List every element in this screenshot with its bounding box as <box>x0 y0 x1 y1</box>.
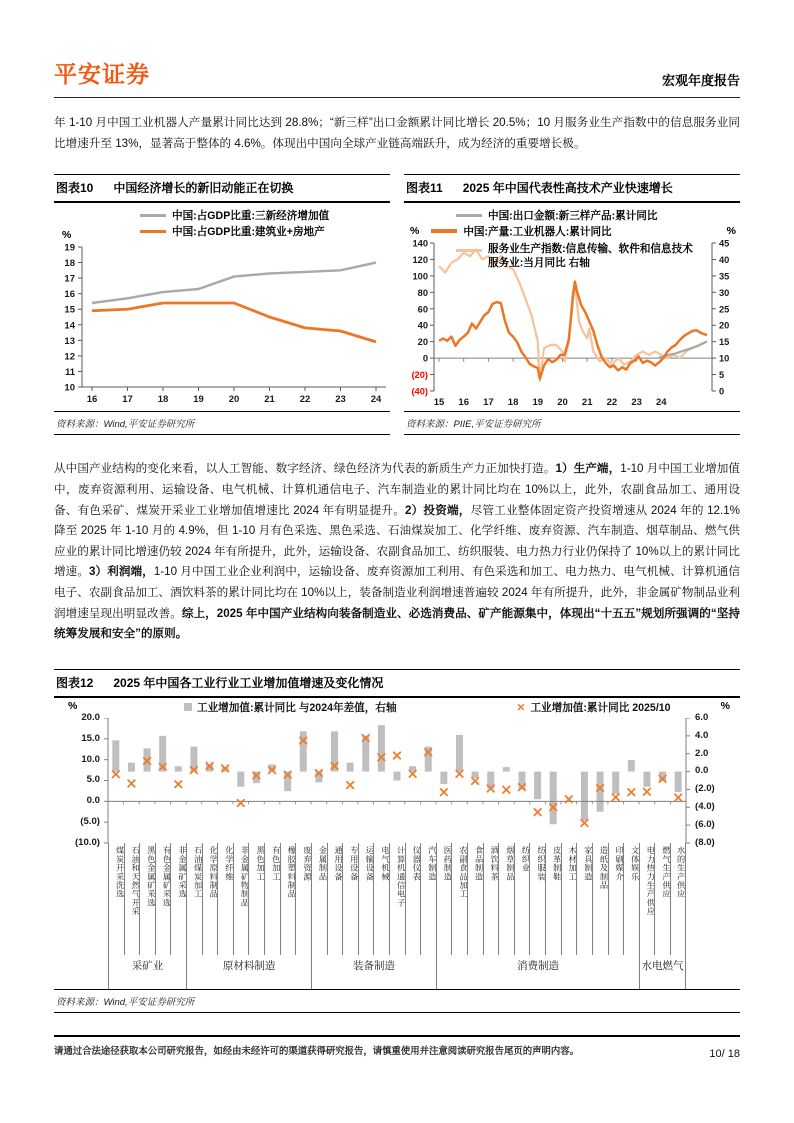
right-tick-label: 35 <box>719 271 730 282</box>
category-label: 运输设备 <box>358 843 374 955</box>
figure-12-left-axis <box>54 698 104 989</box>
legend-x-swatch: ✕ <box>516 701 526 714</box>
body-text: 尽管工业整体固定资产投资增速从 2024 年的 12.1%降至 2025 年 1-10 月的 4.9%，但 1-10 月有色采选、黑色采选、石油煤炭加工、化学纤维、废弃资源、汽车制造、烟草制品、燃气供应业的累计同比增速仍较 2024 年有所提升，此外，运输设备、农副食品加工、纺织服装、电力热力行业仍保持了 10%以上的累计同比增速。 <box>54 503 740 579</box>
legend-item: ✕ 工业增加值:累计同比 2025/10 <box>516 701 671 714</box>
x-tick-label: 22 <box>299 394 311 406</box>
body-text: 从中国产业结构的变化来看，以人工智能、数字经济、绿色经济为代表的新质生产力正加快打造。 <box>54 462 556 476</box>
category-label: 金属制品 <box>311 843 327 955</box>
right-tick-label: 15 <box>719 337 730 348</box>
left-tick-label: 20.0 <box>81 711 100 723</box>
y-tick-label: 18 <box>64 258 75 270</box>
report-type-label: 宏观年度报告 <box>661 73 740 88</box>
figure-10-source: 资料来源：Wind,平安证券研究所 <box>54 411 390 435</box>
bar <box>440 771 447 784</box>
legend-line-swatch <box>431 229 457 233</box>
group-label: 原材料制造 <box>186 955 311 989</box>
category-label: 水的生产供应 <box>670 843 686 955</box>
left-tick-label: (10.0) <box>74 836 100 848</box>
charts-row <box>54 174 740 435</box>
x-tick-label: 16 <box>86 394 98 406</box>
x-tick-label: 22 <box>606 397 618 409</box>
figure-12-title <box>54 669 740 698</box>
category-label: 非金属矿采选 <box>170 843 186 955</box>
emphasis-text: 综上，2025 年中国产业结构向装备制造业、必选消费品、矿产能源集中，体现出“十五五”规划所强调的“坚持统筹发展和安全”的原则。 <box>54 606 740 641</box>
bar <box>394 771 401 780</box>
category-label: 燃气生产供应 <box>654 843 670 955</box>
category-label: 医药制造 <box>436 843 452 955</box>
bar <box>128 763 135 772</box>
left-tick-label: 60 <box>417 304 428 315</box>
y-tick-label: 13 <box>64 336 75 348</box>
right-tick-label: (8.0) <box>695 836 715 848</box>
x-tick-label: 23 <box>335 394 346 406</box>
category-label: 皮革制鞋 <box>545 843 561 955</box>
figure-12 <box>54 669 740 1013</box>
y-tick-label: 15 <box>64 304 75 316</box>
group-label: 消费制造 <box>436 955 639 989</box>
pingan-securities-logo: 平安证券 <box>54 61 150 87</box>
bar <box>472 771 479 777</box>
emphasis-text: 3）利润端， <box>88 565 154 579</box>
x-tick-label: 18 <box>157 394 169 406</box>
category-label: 木材加工 <box>561 843 577 955</box>
category-label: 化学纤维 <box>217 843 233 955</box>
x-tick-label: 19 <box>193 394 204 406</box>
bar <box>581 771 588 820</box>
right-tick-label: 0.0 <box>695 765 709 777</box>
right-tick-label: 5 <box>719 370 725 381</box>
x-tick-label: 17 <box>122 394 133 406</box>
legend-line-swatch <box>456 214 482 217</box>
figure-12-category-labels <box>108 843 686 955</box>
legend-item: 工业增加值:累计同比 与2024年差值，右轴 <box>184 700 397 715</box>
right-tick-label: (4.0) <box>695 801 715 813</box>
figure-11-body <box>404 203 740 411</box>
footer-disclaimer: 请通过合法途径获取本公司研究报告，如经由未经许可的渠道获得研究报告，请慎重使用并注意阅读研究报告尾页的声明内容。 <box>54 1045 580 1056</box>
legend-item <box>140 207 390 223</box>
line-series <box>439 250 707 382</box>
category-label: 农副食品加工 <box>451 843 467 955</box>
category-label: 化学原料制品 <box>202 843 218 955</box>
category-label: 仪器仪表 <box>405 843 421 955</box>
category-label: 煤炭开采洗选 <box>108 843 124 955</box>
page-header <box>54 0 740 98</box>
page-footer <box>54 1035 740 1060</box>
figure-12-body <box>54 698 740 989</box>
figure-10-body <box>54 203 390 411</box>
body-paragraph <box>54 459 740 645</box>
category-label: 石油煤炭加工 <box>186 843 202 955</box>
figure-11-unit-right: % <box>726 225 736 238</box>
bar <box>378 725 385 771</box>
left-tick-label: (20) <box>411 370 428 381</box>
x-tick-label: 24 <box>370 394 382 406</box>
category-label: 专用设备 <box>342 843 358 955</box>
legend-label: 中国:占GDP比重:三新经济增加值 <box>172 209 330 222</box>
figure-11-unit-left: % <box>410 225 420 238</box>
emphasis-text: 2）投资端， <box>405 503 471 517</box>
y-tick-label: 17 <box>64 273 75 285</box>
y-tick-label: 14 <box>64 320 75 332</box>
left-tick-label: 5.0 <box>86 774 100 786</box>
left-tick-label: 0.0 <box>86 795 100 807</box>
bar <box>534 771 541 799</box>
right-tick-label: 45 <box>719 239 730 249</box>
category-label: 橡胶塑料制品 <box>280 843 296 955</box>
category-label: 烟草制品 <box>498 843 514 955</box>
x-tick-label: 15 <box>433 397 445 409</box>
figure-12-right-axis <box>690 698 740 989</box>
category-label: 石油和天然气开采 <box>124 843 140 955</box>
category-label: 纺织业 <box>514 843 530 955</box>
bar <box>503 767 510 771</box>
group-label: 采矿业 <box>108 955 186 989</box>
right-tick-label: (6.0) <box>695 819 715 831</box>
figure-11-label: 图表11 <box>406 181 443 196</box>
figure-10-title <box>54 174 390 203</box>
x-tick-label: 21 <box>581 397 593 409</box>
left-tick-label: (40) <box>411 386 428 397</box>
legend-item: 中国:出口金额:新三样产品:累计同比 <box>456 207 740 223</box>
figure-12-unit-left: % <box>68 699 78 712</box>
x-tick-label: 19 <box>532 397 544 409</box>
category-label: 黑色金属矿采选 <box>139 843 155 955</box>
category-label: 有色金属矿采选 <box>155 843 171 955</box>
bar <box>550 771 557 824</box>
x-tick-label: 18 <box>507 397 519 409</box>
page-number: 10/ 18 <box>709 1048 740 1060</box>
figure-11-legend <box>404 207 740 239</box>
bar <box>175 766 182 771</box>
right-tick-label: 10 <box>719 353 730 364</box>
right-tick-label: 2.0 <box>695 747 709 759</box>
x-tick-label: 16 <box>458 397 469 409</box>
figure-11-source: 资料来源：PIIE,平安证券研究所 <box>404 411 740 435</box>
legend-line-swatch <box>140 214 166 217</box>
left-tick-label: 0 <box>422 353 428 364</box>
figure-12-group-labels <box>108 955 686 989</box>
right-tick-label: 6.0 <box>695 711 709 723</box>
legend-square-swatch <box>184 703 192 711</box>
category-label: 计算机通信电子 <box>389 843 405 955</box>
right-tick-label: 4.0 <box>695 729 709 741</box>
figure-12-label: 图表12 <box>56 675 94 690</box>
line-series <box>439 282 707 379</box>
bar <box>112 740 119 771</box>
bar <box>675 771 682 792</box>
figure-12-legend-items <box>184 700 671 715</box>
figure-12-unit-right: % <box>720 699 730 712</box>
category-label: 电力热力生产供应 <box>639 843 655 955</box>
left-tick-label: 20 <box>417 337 428 348</box>
left-tick-label: 120 <box>412 255 428 266</box>
right-tick-label: 0 <box>719 386 725 397</box>
bar <box>456 735 463 772</box>
category-label: 电气机械 <box>373 843 389 955</box>
body-text: 1-10 月中国工业企业利润中，运输设备、废弃资源加工利用、有色采选和加工、电力热力、电气机械、计算机通信电子、农副食品加工、酒饮料茶的累计同比均在 10%以上，装备制造业利润增速普遍较 2024 年有所提升，此外，非金属矿物制品业利润增速呈现出明显改善。 <box>54 565 740 620</box>
figure-10-label: 图表10 <box>56 181 94 196</box>
group-label: 装备制造 <box>311 955 436 989</box>
emphasis-text: 1）生产端， <box>555 462 621 476</box>
body-text: 1-10 月中国工业增加值中，废弃资源利用、运输设备、电气机械、计算机通信电子、汽车制造业的累计同比均在 10%以上，此外，农副食品加工、通用设备、有色采矿、煤炭开采业工业增加值增速比 2024 年有明显提升。 <box>54 462 740 517</box>
right-tick-label: 25 <box>719 304 730 315</box>
bar <box>237 771 244 786</box>
figure-12-title-text: 2025 年中国各工业行业工业增加值增速及变化情况 <box>113 675 384 690</box>
category-label: 家具制造 <box>576 843 592 955</box>
figure-11-chart <box>404 239 740 411</box>
category-label: 汽车制造 <box>420 843 436 955</box>
left-tick-label: 15.0 <box>81 732 100 744</box>
left-tick-label: 80 <box>417 288 428 299</box>
figure-10-title-text: 中国经济增长的新旧动能正在切换 <box>113 181 294 196</box>
category-label: 有色加工 <box>264 843 280 955</box>
bar <box>347 763 354 772</box>
category-label: 黑色加工 <box>248 843 264 955</box>
x-tick-label: 21 <box>264 394 275 406</box>
bar <box>643 771 650 786</box>
category-label: 纺织服装 <box>529 843 545 955</box>
figure-11 <box>404 174 740 435</box>
line-series <box>92 303 376 342</box>
figure-12-chart <box>102 718 692 849</box>
y-tick-label: 12 <box>64 351 75 363</box>
y-tick-label: 10 <box>64 382 75 394</box>
figure-10 <box>54 174 390 435</box>
category-label: 文体娱乐 <box>623 843 639 955</box>
left-tick-label: 40 <box>417 320 428 331</box>
x-tick-label: 17 <box>483 397 494 409</box>
right-tick-label: (2.0) <box>695 783 715 795</box>
x-tick-label: 20 <box>228 394 240 406</box>
figure-10-unit-left: % <box>62 229 72 242</box>
legend-label: 中国:占GDP比重:建筑业+房地产 <box>172 225 325 238</box>
category-label: 废弃资源 <box>295 843 311 955</box>
bar <box>628 760 635 772</box>
figure-12-source: 资料来源：Wind,平安证券研究所 <box>54 989 740 1013</box>
right-tick-label: 30 <box>719 288 730 299</box>
legend-label: 服务业:当月同比 右轴 <box>488 257 590 270</box>
legend-item: 服务业生产指数:信息传输、软件和信息技术 <box>456 243 693 257</box>
category-label: 酒饮料茶 <box>483 843 499 955</box>
figure-12-legend-row <box>54 698 740 718</box>
legend-item: % 中国:产量:工业机器人:累计同比 % <box>410 225 736 238</box>
y-tick-label: 16 <box>64 289 75 301</box>
figure-11-title <box>404 174 740 203</box>
bar <box>612 771 619 793</box>
left-tick-label: (5.0) <box>80 816 100 828</box>
x-tick-label: 24 <box>656 397 667 409</box>
legend-line-swatch <box>140 230 166 233</box>
figure-10-legend <box>140 207 390 239</box>
left-tick-label: 140 <box>412 239 428 249</box>
left-tick-label: 100 <box>412 271 428 282</box>
x-tick-label: 23 <box>631 397 642 409</box>
y-tick-label: 19 <box>64 242 75 254</box>
category-label: 食品制造 <box>467 843 483 955</box>
right-tick-label: 20 <box>719 320 730 331</box>
right-tick-label: 40 <box>719 255 730 266</box>
left-tick-label: 10.0 <box>81 753 100 765</box>
category-label: 造纸及制品 <box>592 843 608 955</box>
category-label: 通用设备 <box>327 843 343 955</box>
legend-item <box>140 223 390 239</box>
y-tick-label: 11 <box>64 367 75 379</box>
x-tick-label: 20 <box>557 397 568 409</box>
group-label: 水电燃气 <box>639 955 686 989</box>
line-series <box>92 263 376 303</box>
category-label: 印刷媒介 <box>608 843 624 955</box>
category-label: 非金属矿物制品 <box>233 843 249 955</box>
intro-paragraph: 年 1-10 月中国工业机器人产量累计同比达到 28.8%；“新三样”出口金额累计同比增长 20.5%；10 月服务业生产指数中的信息服务业同比增速升至 13%，显著高于整体的 4.6%。体现出中国向全球产业链高端跃升，成为经济的重要增长极。 <box>54 116 740 150</box>
figure-11-title-text: 2025 年中国代表性高技术产业快速增长 <box>462 181 673 196</box>
figure-10-chart <box>54 239 390 407</box>
